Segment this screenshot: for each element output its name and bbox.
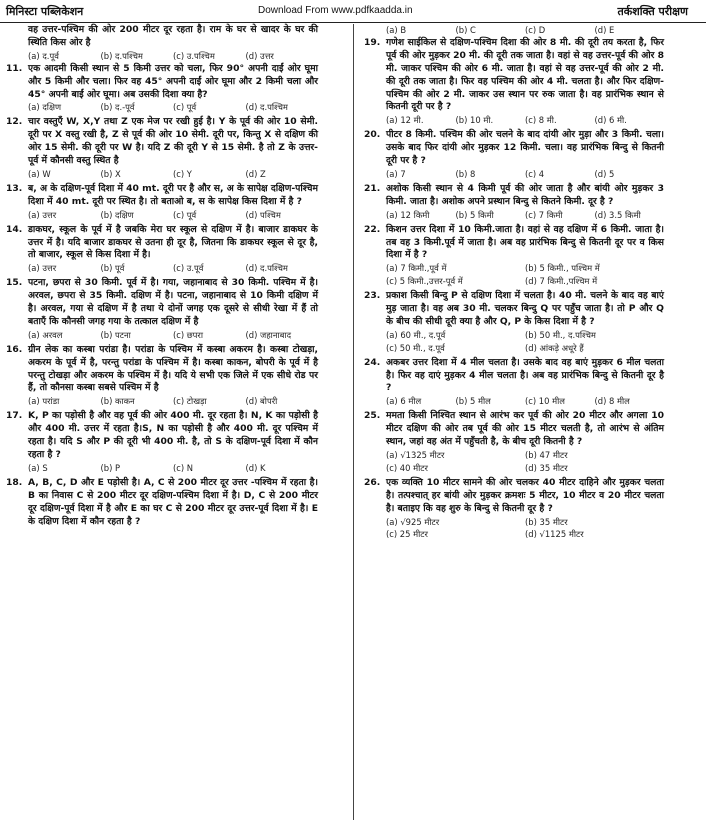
option-a[interactable]: (a) 7 किमी.,पूर्व में <box>386 263 447 274</box>
option-d[interactable]: (d) उत्तर <box>245 50 274 61</box>
options <box>386 329 664 355</box>
question-number: 16. <box>6 343 23 355</box>
options <box>386 449 664 475</box>
option-d[interactable]: (d) E <box>594 25 615 35</box>
option-b[interactable]: (b) 5 किमी <box>455 209 494 220</box>
question-text: गणेश साईकिल से दक्षिण-पश्चिम दिशा की ओर 8 मी. की दूरी तय करता है, फिर पूर्व की ओर मुड़कर 20 मी. की दूरी तक जाता है। वहां से वह उत्तर-पूर्व की ओर 8 मी. जाकर पश्चिम की ओर 6 मी. जाता है। वहां से वह उत्तर-पूर्व की ओर 2 मी. की दूरी तक जाता है। फिर वह पश्चिम की ओर 4 मी. चलता है। और फिर दक्षिण-पश्चिम की ओर 2 मी. जाकर उस स्थान पर रुक जाता है। वह प्रारंभिक स्थान से कितनी दूरी पर है ? <box>386 36 664 113</box>
option-c[interactable]: (c) पूर्व <box>173 102 197 113</box>
option-c[interactable]: (c) 4 <box>525 168 545 179</box>
option-c[interactable]: (c) टोखड़ा <box>173 396 207 407</box>
options <box>386 262 664 288</box>
question-number: 14. <box>6 223 23 235</box>
spacer <box>386 541 664 543</box>
question-15 <box>6 277 318 344</box>
options <box>386 516 664 542</box>
option-d[interactable]: (d) √1125 मीटर <box>525 529 584 540</box>
question-number: 23. <box>364 290 381 302</box>
question-20 <box>364 129 664 183</box>
question-18-options <box>364 24 664 37</box>
option-a[interactable]: (a) 12 किमी <box>386 209 430 220</box>
option-b[interactable]: (b) 10 मी. <box>455 115 494 126</box>
question-24 <box>364 357 664 411</box>
question-17 <box>6 410 318 477</box>
option-b[interactable]: (b) द.पश्चिम <box>100 50 143 61</box>
options <box>28 209 318 222</box>
options <box>28 395 318 408</box>
option-d[interactable]: (d) 35 मीटर <box>525 462 568 473</box>
option-d[interactable]: (d) 6 मी. <box>594 115 627 126</box>
question-text: एक व्यक्ति 10 मीटर सामने की ओर चलकर 40 मीटर दाहिने और मुड़कर चलता है। तत्पश्चात् हर बांयी ओर मुड़कर क्रमशः 5 मीटर, 10 मीटर व 20 मीटर चलता है। बताइए कि वह शुरु के बिन्दु से कितनी दूर है ? <box>386 476 664 514</box>
download-source[interactable]: Download From www.pdfkaadda.in <box>258 5 413 16</box>
option-b[interactable]: (b) 47 मीटर <box>525 450 568 460</box>
option-c[interactable]: (c) Y <box>173 168 192 179</box>
options <box>386 395 664 408</box>
question-text: K, P का पड़ोसी है और वह पूर्व की ओर 400 मी. दूर रहता है। N, K का पड़ोसी है और 400 मी. उत्तर में रहता है।S, N का पड़ोसी है और 400 मी. दूर पश्चिम में रहता है। यदि S और P की दूरी भी 400 मी. है, तो S के दक्षिण-पूर्व दिशा में कौन रहता है ? <box>28 410 318 460</box>
option-a[interactable]: (a) दक्षिण <box>28 102 62 113</box>
question-number: 11. <box>6 62 23 74</box>
option-a[interactable]: (a) S <box>28 462 48 473</box>
option-d[interactable]: (d) आंकड़े अधूरे हैं <box>525 342 584 353</box>
option-a[interactable]: (a) √1325 मीटर <box>386 450 445 460</box>
option-b[interactable]: (b) 50 मी., द.पश्चिम <box>525 329 596 340</box>
question-number: 20. <box>364 129 381 141</box>
options <box>28 50 318 63</box>
options <box>28 168 318 181</box>
publisher-name: मिनिस्टा पब्लिकेशन <box>6 5 84 18</box>
question-text: पीटर 8 किमी. पश्चिम की ओर चलने के बाद दांयी ओर मुड़ा और 3 किमी. चला। उसके बाद फिर दांयी ओर मुड़कर 12 किमी. चला। वह प्रारंभिक बिन्दु से कितनी दूरी पर है ? <box>386 129 664 167</box>
options <box>28 329 318 342</box>
question-12 <box>6 116 318 183</box>
options <box>386 114 664 127</box>
question-11 <box>6 63 318 117</box>
option-b[interactable]: (b) 35 मीटर <box>525 516 568 527</box>
question-number: 22. <box>364 223 381 235</box>
option-d[interactable]: (d) 7 किमी.,पश्चिम में <box>525 276 598 287</box>
option-b[interactable]: (b) पटना <box>100 329 131 340</box>
question-text: चार वस्तुएँ W, X,Y तथा Z एक मेज पर रखी हुई है। Y के पूर्व की ओर 10 सेमी. दूरी पर X वस्तु रखी है, Z से पूर्व की ओर 10 सेमी. दूरी पर, किन्तु X से दक्षिण की ओर 15 सेमी. की दूरी पर W है। यदि Z की दूरी Y से 15 सेमी. है तो Z के उत्तर-पूर्व में कौनसी वस्तु स्थित है <box>28 116 318 167</box>
question-21 <box>364 183 664 224</box>
question-number: 21. <box>364 182 381 194</box>
options <box>386 24 664 37</box>
option-a[interactable]: (a) B <box>386 25 407 35</box>
question-25 <box>364 410 664 477</box>
option-b[interactable]: (b) 5 मील <box>455 396 491 407</box>
option-b[interactable]: (b) पूर्व <box>100 263 125 274</box>
option-d[interactable]: (d) Z <box>245 168 266 179</box>
option-b[interactable]: (b) 8 <box>455 168 476 179</box>
question-text: किशन उत्तर दिशा में 10 किमी.जाता है। वहां से वह दक्षिण में 6 किमी. जाता है। तब वह 3 किमी.पूर्व में जाता है। अब वह प्रारंभिक बिन्दु से कितनी दूर पर व किस दिशा में है ? <box>386 223 664 261</box>
option-c[interactable]: (c) 5 किमी.,उत्तर-पूर्व में <box>386 276 463 287</box>
question-number: 18. <box>6 476 23 488</box>
option-d[interactable]: (d) द.पश्चिम <box>245 102 288 113</box>
question-18 <box>6 477 318 531</box>
option-c[interactable]: (c) 40 मीटर <box>386 462 428 473</box>
section-title: तर्कशक्ति परीक्षण <box>617 5 688 18</box>
question-number: 12. <box>6 116 23 128</box>
question-number: 19. <box>364 36 381 48</box>
page-header <box>0 0 706 23</box>
question-number: 17. <box>6 410 23 422</box>
option-a[interactable]: (a) द.पूर्व <box>28 50 59 61</box>
option-a[interactable]: (a) परांडा <box>28 396 60 407</box>
option-d[interactable]: (d) बोपरी <box>245 396 278 407</box>
options <box>28 262 318 275</box>
option-b[interactable]: (b) 5 किमी., पश्चिम में <box>525 263 600 274</box>
option-c[interactable]: (c) पूर्व <box>173 209 197 220</box>
option-b[interactable]: (b) द.-पूर्व <box>100 102 135 113</box>
question-10-tail <box>6 24 318 63</box>
option-c[interactable]: (c) 8 मी. <box>525 115 557 126</box>
option-a[interactable]: (a) उत्तर <box>28 263 57 274</box>
question-number: 25. <box>364 410 381 422</box>
options <box>28 462 318 475</box>
option-a[interactable]: (a) उत्तर <box>28 209 57 220</box>
question-text: ममता किसी निश्चित स्थान से आरंभ कर पूर्व की ओर 20 मीटर और अगला 10 मीटर दक्षिण की ओर तब पूर्व की ओर 15 मीटर चलती है, तो आरंभ से अंतिम स्थान, जहां वह अंत में पहुँचती है, के बीच दूरी कितनी है ? <box>386 410 664 448</box>
option-d[interactable]: (d) द.पश्चिम <box>245 263 288 274</box>
question-text: वह उत्तर-पश्चिम की ओर 200 मीटर दूर रहता है। राम के घर से खादर के घर की स्थिति किस ओर है <box>28 24 318 48</box>
column-divider <box>353 24 354 820</box>
option-c[interactable]: (c) 10 मील <box>525 396 565 407</box>
option-c[interactable]: (c) उ.पूर्व <box>173 263 204 274</box>
option-a[interactable]: (a) 6 मील <box>386 396 422 407</box>
option-d[interactable]: (d) जहानाबाद <box>245 329 292 340</box>
option-b[interactable]: (b) दक्षिण <box>100 209 134 220</box>
option-d[interactable]: (d) 5 <box>594 168 615 179</box>
option-a[interactable]: (a) अरवल <box>28 329 63 340</box>
left-column <box>6 24 318 530</box>
option-b[interactable]: (b) काकन <box>100 396 135 407</box>
option-c[interactable]: (c) N <box>173 462 194 473</box>
option-b[interactable]: (b) C <box>455 25 476 35</box>
question-number: 15. <box>6 277 23 289</box>
question-22 <box>364 224 664 291</box>
question-16 <box>6 344 318 411</box>
option-c[interactable]: (c) छपरा <box>173 329 204 340</box>
option-b[interactable]: (b) X <box>100 168 121 179</box>
option-d[interactable]: (d) पश्चिम <box>245 209 281 220</box>
question-14 <box>6 224 318 278</box>
option-c[interactable]: (c) 50 मी., द.पूर्व <box>386 342 445 353</box>
option-c[interactable]: (c) उ.पश्चिम <box>173 50 215 61</box>
options <box>386 209 664 222</box>
options <box>28 101 318 114</box>
question-13 <box>6 183 318 224</box>
option-a[interactable]: (a) W <box>28 168 51 179</box>
question-26 <box>364 477 664 544</box>
option-a[interactable]: (a) √925 मीटर <box>386 516 440 527</box>
question-text: अकबर उत्तर दिशा में 4 मील चलता है। उसके बाद वह बाएं मुड़कर 6 मील चलता है। फिर वह दाएं मुड़कर 4 मील चलता है। अब वह प्रारंभिक बिन्दु से कितनी दूर है ? <box>386 356 664 394</box>
question-text: एक आदमी किसी स्थान से 5 किमी उत्तर को चला, फिर 90° अपनी दाईं ओर घूमा और 5 किमी और चला। फिर वह 45° अपनी दाईं ओर घूमा और 2 किमी चला और 45° अपनी बाईं ओर घूमा। अब उसकी दिशा क्या है? <box>28 62 318 100</box>
option-b[interactable]: (b) P <box>100 462 121 473</box>
question-text: प्रकाश किसी बिन्दु P से दक्षिण दिशा में चलता है। 40 मी. चलने के बाद वह बाएं मुड़ जाता है। वह अब 30 मी. चलकर बिन्दु Q पर पहुँच जाता है। तो P और Q के बीच की सीधी दूरी क्या है और Q, P के किस दिशा में है ? <box>386 290 664 327</box>
question-number: 26. <box>364 476 381 488</box>
question-19 <box>364 37 664 129</box>
option-a[interactable]: (a) 60 मी., द.पूर्व <box>386 329 446 340</box>
question-text: ग्रीन लेक का कस्बा परांडा है। परांडा के पश्चिम में कस्बा अकरम है। कस्बा टोखड़ा, अकरम के पूर्व में है, परन्तु परांडा के पश्चिम में है। कस्बा काकन, बोपरी के पूर्व में है परन्तु टोखड़ा और अकरम के पश्चिम में है। यदि ये सभी एक जिले में एक सीधे रोड पर हैं, तो कौनसा कस्बा सबसे पश्चिम में है <box>28 343 318 394</box>
option-c[interactable]: (c) D <box>525 25 546 35</box>
option-d[interactable]: (d) K <box>245 462 266 473</box>
question-23 <box>364 290 664 357</box>
option-c[interactable]: (c) 7 किमी <box>525 209 563 220</box>
question-text: ब, अ के दक्षिण-पूर्व दिशा में 40 mt. दूरी पर है और स, अ के सापेक्ष दक्षिण-पश्चिम दिशा में 40 mt. दूरी पर स्थित है। तो बताओ ब, स के सापेक्ष किस दिशा में है ? <box>28 182 318 207</box>
option-a[interactable]: (a) 7 <box>386 168 406 179</box>
question-number: 24. <box>364 356 381 368</box>
option-a[interactable]: (a) 12 मी. <box>386 115 424 126</box>
option-d[interactable]: (d) 8 मील <box>594 396 630 407</box>
question-number: 13. <box>6 182 23 194</box>
option-c[interactable]: (c) 25 मीटर <box>386 529 428 540</box>
question-text: A, B, C, D और E पड़ोसी है। A, C से 200 मीटर दूर उत्तर -पश्चिम में रहता है। B का निवास C से 200 मीटर दूर दक्षिण-पश्चिम दिशा में है। D, C से 200 मीटर दूर दक्षिण-पूर्व दिशा में है और E का घर C से 200 मीटर दूर उत्तर-पूर्व दिशा में है। E के दक्षिण दिशा में कौन रहता है ? <box>28 476 318 527</box>
question-text: पटना, छपरा से 30 किमी. पूर्व में है। गया, जहानाबाद से 30 किमी. पश्चिम में है। अरवल, छपरा से 35 किमी. दक्षिण में है। पटना, जहानाबाद से 10 किमी दक्षिण में है। अरवल, गया से दक्षिण में है तथा ये दोनों जगह एक दूसरे से सीधी रेखा में हैं तो बताएँ कि कौनसी जगह गया के तत्काल दक्षिण में है <box>28 277 318 327</box>
right-column <box>364 24 664 543</box>
question-text: अशोक किसी स्थान से 4 किमी पूर्व की ओर जाता है और बांयी ओर मुड़कर 3 किमी. जाता है। अशोक अपने प्रस्थान बिन्दु से कितने किमी. दूर है ? <box>386 182 664 207</box>
options <box>386 168 664 181</box>
question-text: डाकघर, स्कूल के पूर्व में है जबकि मेरा घर स्कूल से दक्षिण में है। बाजार डाकघर के उत्तर में है। यदि बाजार डाकघर से उतना ही दूर है, जितना कि डाकघर स्कूल से दूर है, तो बाजार, स्कूल से किस दिशा में है। <box>28 223 318 261</box>
spacer <box>28 528 318 530</box>
option-d[interactable]: (d) 3.5 किमी <box>594 209 641 220</box>
